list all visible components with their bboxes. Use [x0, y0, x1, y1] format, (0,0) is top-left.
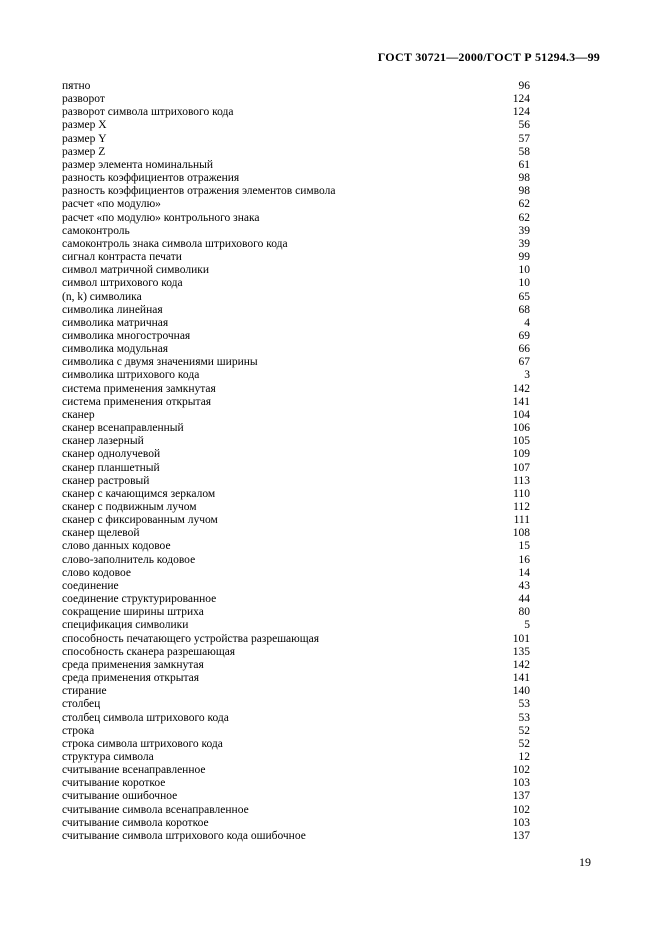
index-entry-page-number: 39	[518, 224, 530, 237]
index-entry-term: способность печатающего устройства разрешающая	[62, 632, 319, 645]
index-entry-page-number: 140	[512, 685, 530, 698]
index-entry	[62, 751, 530, 764]
index-entry	[62, 738, 530, 751]
index-entry	[62, 409, 530, 422]
index-entry	[62, 830, 530, 843]
index-entry	[62, 619, 530, 632]
index-entry-term: символика линейная	[62, 303, 163, 316]
index-entry-page-number: 101	[512, 632, 530, 645]
index-entry	[62, 106, 530, 119]
index-entry-term: символика с двумя значениями ширины	[62, 356, 258, 369]
page-number: 19	[579, 855, 591, 869]
index-entry-term: сканер с фиксированным лучом	[62, 514, 218, 527]
index-entry	[62, 462, 530, 475]
index-entry	[62, 448, 530, 461]
index-entry-page-number: 137	[512, 829, 530, 842]
index-entry-page-number: 141	[512, 395, 530, 408]
index-entry-page-number: 43	[518, 579, 530, 592]
document-header-title: ГОСТ 30721—2000/ГОСТ Р 51294.3—99	[377, 50, 600, 64]
index-entry-page-number: 141	[512, 672, 530, 685]
index-entry-term: столбец символа штрихового кода	[62, 711, 229, 724]
index-entry-page-number: 57	[518, 132, 530, 145]
index-entry-term: стирание	[62, 685, 107, 698]
index-entry-page-number: 105	[512, 435, 530, 448]
index-entry-term: слово-заполнитель кодовое	[62, 553, 196, 566]
index-entry-page-number: 53	[518, 711, 530, 724]
index-entry-term: соединение структурированное	[62, 593, 217, 606]
index-entry-page-number: 124	[512, 106, 530, 119]
index-entry-term: пятно	[62, 80, 91, 92]
index-entry	[62, 146, 530, 159]
index-entry	[62, 291, 530, 304]
index-entry-term: слово данных кодовое	[62, 540, 171, 553]
index-entry-page-number: 107	[512, 461, 530, 474]
index-entry	[62, 475, 530, 488]
index-entry-page-number: 10	[518, 264, 530, 277]
index-entry-page-number: 39	[518, 237, 530, 250]
index-entry-page-number: 142	[512, 658, 530, 671]
index-entry-page-number: 112	[513, 501, 530, 513]
index-entry	[62, 264, 530, 277]
index-entry	[62, 343, 530, 356]
index-entry-term: расчет «по модулю» контрольного знака	[62, 211, 260, 224]
index-entry-page-number: 56	[518, 119, 530, 132]
index-entry-term: способность сканера разрешающая	[62, 645, 236, 658]
index-entry-term: размер Y	[62, 132, 107, 145]
index-entry	[62, 488, 530, 501]
index-entry	[62, 659, 530, 672]
index-entry-term: сканер растровый	[62, 474, 150, 487]
index-entry-page-number: 67	[518, 356, 530, 369]
index-entry-term: сканер	[62, 408, 95, 421]
index-entry-term: самоконтроль	[62, 224, 130, 237]
index-entry	[62, 514, 530, 527]
index-entry	[62, 185, 530, 198]
index-entry-page-number: 61	[518, 158, 530, 171]
index-entry-term: соединение	[62, 579, 119, 592]
index-entry-term: символ матричной символики	[62, 264, 210, 277]
index-entry	[62, 712, 530, 725]
index-entry-page-number: 69	[518, 329, 530, 342]
index-entry-term: разворот символа штрихового кода	[62, 106, 234, 119]
index-entry-page-number: 137	[512, 790, 530, 803]
index-entry-term: символика модульная	[62, 343, 169, 356]
index-entry-term: строка	[62, 724, 95, 737]
index-entry-page-number: 99	[518, 251, 530, 264]
index-entry	[62, 330, 530, 343]
index-entry-term: символ штрихового кода	[62, 277, 183, 290]
index-entry-term: символика многострочная	[62, 329, 191, 342]
index-entry-page-number: 102	[512, 803, 530, 816]
index-entry-page-number: 106	[512, 422, 530, 435]
index-entry-term: спецификация символики	[62, 619, 189, 632]
index-entry	[62, 567, 530, 580]
index-entry	[62, 277, 530, 290]
index-entry	[62, 212, 530, 225]
index-entry	[62, 606, 530, 619]
index-entry-term: сканер однолучевой	[62, 448, 161, 461]
index-entry	[62, 80, 530, 93]
index-entry-term: расчет «по модулю»	[62, 198, 161, 211]
index-entry-page-number: 98	[518, 172, 530, 185]
index-entry-term: символика матричная	[62, 316, 169, 329]
index-entry-term: система применения замкнутая	[62, 382, 216, 395]
index-entry-term: (n, k) символика	[62, 290, 142, 303]
index-entry	[62, 554, 530, 567]
index-entry-term: самоконтроль знака символа штрихового кода	[62, 237, 288, 250]
index-entry-term: структура символа	[62, 750, 154, 763]
index-entry	[62, 790, 530, 803]
index-entry-page-number: 58	[518, 145, 530, 158]
index-entry-term: считывание символа штрихового кода ошибочное	[62, 829, 306, 842]
index-entry-page-number: 65	[518, 290, 530, 303]
index-entry	[62, 159, 530, 172]
index-entry-page-number: 44	[518, 593, 530, 606]
index-entry-term: размер X	[62, 119, 107, 132]
index-entry-page-number: 68	[518, 303, 530, 316]
index-entry	[62, 764, 530, 777]
index-entry	[62, 817, 530, 830]
index-entry	[62, 304, 530, 317]
index-entry-page-number: 4	[524, 316, 530, 329]
index-entry-term: считывание ошибочное	[62, 790, 178, 803]
index-entry-page-number: 108	[512, 527, 530, 540]
index-entry	[62, 804, 530, 817]
index-entry-page-number: 98	[518, 185, 530, 198]
index-entry	[62, 580, 530, 593]
index-entry-term: среда применения открытая	[62, 672, 200, 685]
index-entry-term: сканер щелевой	[62, 527, 140, 540]
index-entry-page-number: 103	[512, 777, 530, 790]
index-entry-page-number: 103	[512, 816, 530, 829]
index-entry-page-number: 124	[512, 93, 530, 106]
index-entry	[62, 527, 530, 540]
index-entry-page-number: 80	[518, 606, 530, 619]
index-entry	[62, 396, 530, 409]
index-entry-page-number: 16	[518, 553, 530, 566]
index-entry-page-number: 14	[518, 566, 530, 579]
index-entry-term: размер элемента номинальный	[62, 158, 213, 171]
index-entry	[62, 725, 530, 738]
index-entry-page-number: 53	[518, 698, 530, 711]
index-entry-page-number: 135	[512, 645, 530, 658]
index-entry-page-number: 12	[518, 750, 530, 763]
index-entry	[62, 501, 530, 514]
index-entry-term: сканер планшетный	[62, 461, 160, 474]
index-entry-term: сокращение ширины штриха	[62, 606, 204, 619]
index-entry-page-number: 62	[518, 211, 530, 224]
index-entry-page-number: 10	[518, 277, 530, 290]
index-entry-page-number: 62	[518, 198, 530, 211]
index-entry-page-number: 104	[512, 408, 530, 421]
index-entry-page-number: 109	[512, 448, 530, 461]
index-entry-page-number: 66	[518, 343, 530, 356]
index-entry-page-number: 102	[512, 764, 530, 777]
index-entry	[62, 172, 530, 185]
index-entry-term: сканер всенаправленный	[62, 422, 184, 435]
index-entry	[62, 317, 530, 330]
index-entry-term: система применения открытая	[62, 395, 212, 408]
index-entry	[62, 540, 530, 553]
index-entry	[62, 238, 530, 251]
index-entry-term: сигнал контраста печати	[62, 251, 182, 264]
index-entry-page-number: 52	[518, 724, 530, 737]
index-entry-term: считывание символа короткое	[62, 816, 209, 829]
index-entry	[62, 646, 530, 659]
index-entry-term: считывание всенаправленное	[62, 764, 206, 777]
index-entry-term: столбец	[62, 698, 101, 711]
index-entry-term: считывание короткое	[62, 777, 166, 790]
index-entry-term: разность коэффициентов отражения	[62, 172, 240, 185]
index-entry	[62, 593, 530, 606]
index-entry-page-number: 52	[518, 737, 530, 750]
index-list	[62, 80, 530, 843]
index-entry-term: сканер лазерный	[62, 435, 144, 448]
index-entry-page-number: 113	[513, 474, 530, 487]
index-entry	[62, 698, 530, 711]
index-entry-term: символика штрихового кода	[62, 369, 200, 382]
index-entry	[62, 356, 530, 369]
index-entry	[62, 777, 530, 790]
index-entry	[62, 93, 530, 106]
index-entry	[62, 422, 530, 435]
index-entry-term: разворот	[62, 93, 105, 106]
index-entry	[62, 225, 530, 238]
index-entry-term: считывание символа всенаправленное	[62, 803, 249, 816]
index-entry	[62, 633, 530, 646]
index-entry-page-number: 110	[513, 487, 530, 500]
index-entry	[62, 198, 530, 211]
index-entry-page-number: 3	[524, 369, 530, 382]
index-entry	[62, 435, 530, 448]
index-entry-page-number: 142	[512, 382, 530, 395]
index-entry	[62, 133, 530, 146]
index-entry-term: слово кодовое	[62, 566, 131, 579]
index-entry-term: размер Z	[62, 145, 106, 158]
index-entry-page-number: 96	[518, 80, 530, 92]
index-entry	[62, 369, 530, 382]
index-entry	[62, 685, 530, 698]
index-entry-page-number: 15	[518, 540, 530, 553]
index-entry-term: среда применения замкнутая	[62, 658, 204, 671]
index-entry-term: разность коэффициентов отражения элементов символа	[62, 185, 336, 198]
index-entry-term: сканер с качающимся зеркалом	[62, 487, 216, 500]
index-entry	[62, 672, 530, 685]
index-entry-term: строка символа штрихового кода	[62, 737, 223, 750]
index-entry	[62, 383, 530, 396]
index-entry	[62, 251, 530, 264]
index-entry-page-number: 5	[524, 619, 530, 632]
index-entry-page-number: 111	[513, 514, 530, 527]
index-entry	[62, 119, 530, 132]
index-entry-term: сканер с подвижным лучом	[62, 501, 197, 513]
